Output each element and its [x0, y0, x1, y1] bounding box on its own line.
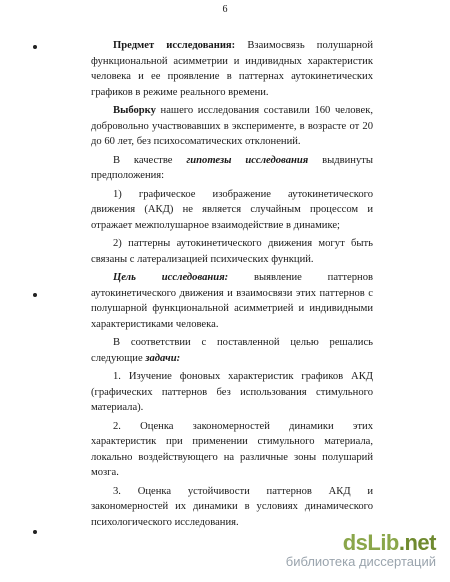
tasks-intro-paragraph [91, 335, 373, 366]
hypothesis-item-1: 1) графическое изображение аутокинетического движения (АКД) не является случайным процессом и отражает межполушарное взаимодействие в динамике; [91, 188, 373, 231]
document-body [91, 38, 373, 533]
dslib-logo: dsLib.net [342, 530, 436, 555]
subject-label: Предмет исследования: [113, 40, 236, 51]
goal-label: Цель исследования: [113, 272, 229, 283]
hypothesis-item-2: 2) паттерны аутокинетического движения могут быть связаны с латерализацией психических функций. [91, 238, 373, 265]
sample-paragraph [91, 103, 373, 150]
subject-text: Взаимосвязь полушарной функциональной асимметрии и индивидных характеристик человека и ее проявление в паттернах аутокинетических графиков в режиме реального времени. [91, 40, 373, 98]
tasks-label: задачи: [145, 352, 181, 364]
hypotheses-paragraph [91, 153, 373, 184]
margin-mark-top [33, 45, 37, 49]
sample-label: Выборку [113, 105, 156, 116]
dslib-tagline: библиотека диссертаций [285, 554, 436, 569]
goal-paragraph [91, 270, 373, 332]
dslib-watermark [286, 530, 436, 569]
goal-text: выявление паттернов аутокинетического движения и взаимосвязи этих паттернов с полушарной функциональной асимметрией и индивидными характеристиками человека. [91, 272, 373, 330]
task-item-3: 3. Оценка устойчивости паттернов АКД и закономерностей их динамики в условиях динамического психологического исследования. [91, 485, 373, 528]
margin-mark-bottom [33, 530, 37, 534]
task-item-1: 1. Изучение фоновых характеристик графиков АКД (графических паттернов без использования стимульного материала). [91, 371, 373, 413]
hypotheses-prefix: В качестве [113, 154, 187, 166]
sample-text: нашего исследования составили 160 человек, добровольно участвовавших в эксперименте, в возрасте от 20 до 60 лет, без психосоматических отклонений. [91, 105, 373, 147]
margin-mark-middle [33, 293, 37, 297]
hypotheses-suffix: выдвинуты предположения: [91, 154, 374, 181]
hypotheses-label: гипотезы исследования [186, 154, 309, 166]
tasks-intro: В соответствии с поставленной целью решались следующие [91, 337, 373, 364]
task-item-2: 2. Оценка закономерностей динамики этих характеристик при применении стимульного материала, локально воздействующего на различные зоны полушарий мозга. [91, 420, 373, 478]
page-number: 6 [222, 4, 228, 15]
subject-paragraph [91, 38, 373, 100]
